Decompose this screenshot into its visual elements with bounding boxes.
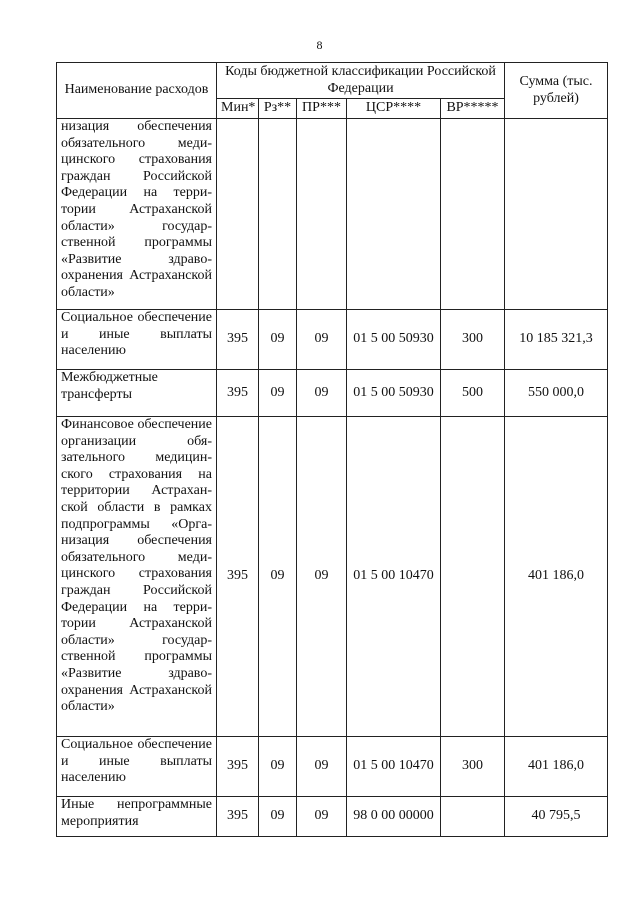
code-vr: 300 <box>441 310 505 370</box>
code-csr: 01 5 00 10470 <box>347 417 441 737</box>
table-row <box>57 119 608 310</box>
amount <box>505 119 608 310</box>
code-csr: 01 5 00 50930 <box>347 370 441 417</box>
page-number: 8 <box>316 38 323 52</box>
code-vr <box>441 119 505 310</box>
expense-name: Межбюджетные трансферты <box>57 370 217 417</box>
code-pr <box>297 119 347 310</box>
amount: 401 186,0 <box>505 737 608 797</box>
code-vr <box>441 797 505 837</box>
code-pr: 09 <box>297 417 347 737</box>
header-pr: ПР*** <box>297 99 347 119</box>
code-min: 395 <box>217 310 259 370</box>
header-name: Наименование расходов <box>57 63 217 119</box>
code-csr <box>347 119 441 310</box>
code-min: 395 <box>217 797 259 837</box>
code-csr: 01 5 00 50930 <box>347 310 441 370</box>
expense-name: Финансовое обеспечение организации обязательного медицинского страхования на территории Астраханской области в рамках подпрограммы «Организация обеспечения обязательного медицинского страхования граждан Российской Федерации на территории Астраханской области» государственной программы «Развитие здравоохранения Астраханской области» <box>57 417 217 737</box>
code-csr: 98 0 00 00000 <box>347 797 441 837</box>
expense-name: низация обеспечения обязательного медицинского страхования граждан Российской Федерации на территории Астраханской области» государственной программы «Развитие здравоохранения Астраханской области» <box>57 119 217 310</box>
code-vr: 500 <box>441 370 505 417</box>
header-csr: ЦСР**** <box>347 99 441 119</box>
code-pr: 09 <box>297 310 347 370</box>
header-row <box>57 63 608 99</box>
code-vr: 300 <box>441 737 505 797</box>
table-row <box>57 737 608 797</box>
code-min <box>217 119 259 310</box>
code-csr: 01 5 00 10470 <box>347 737 441 797</box>
budget-table <box>56 62 608 837</box>
code-min: 395 <box>217 417 259 737</box>
header-sum: Сумма (тыс. рублей) <box>505 63 608 119</box>
header-rz: Рз** <box>259 99 297 119</box>
code-rz: 09 <box>259 370 297 417</box>
amount: 40 795,5 <box>505 797 608 837</box>
code-rz: 09 <box>259 737 297 797</box>
code-rz: 09 <box>259 310 297 370</box>
code-rz: 09 <box>259 417 297 737</box>
code-rz <box>259 119 297 310</box>
header-min: Мин* <box>217 99 259 119</box>
header-codes-group: Коды бюджетной классификации Российской Федерации <box>217 63 505 99</box>
code-min: 395 <box>217 370 259 417</box>
expense-name: Социальное обеспечение и иные выплаты населению <box>57 737 217 797</box>
amount: 10 185 321,3 <box>505 310 608 370</box>
header-vr: ВР***** <box>441 99 505 119</box>
code-pr: 09 <box>297 370 347 417</box>
table-row <box>57 370 608 417</box>
table-row <box>57 797 608 837</box>
expense-name: Иные непрограммные мероприятия <box>57 797 217 837</box>
code-pr: 09 <box>297 797 347 837</box>
code-rz: 09 <box>259 797 297 837</box>
code-min: 395 <box>217 737 259 797</box>
amount: 550 000,0 <box>505 370 608 417</box>
table-row <box>57 417 608 737</box>
code-pr: 09 <box>297 737 347 797</box>
table-row <box>57 310 608 370</box>
code-vr <box>441 417 505 737</box>
amount: 401 186,0 <box>505 417 608 737</box>
expense-name: Социальное обеспечение и иные выплаты населению <box>57 310 217 370</box>
